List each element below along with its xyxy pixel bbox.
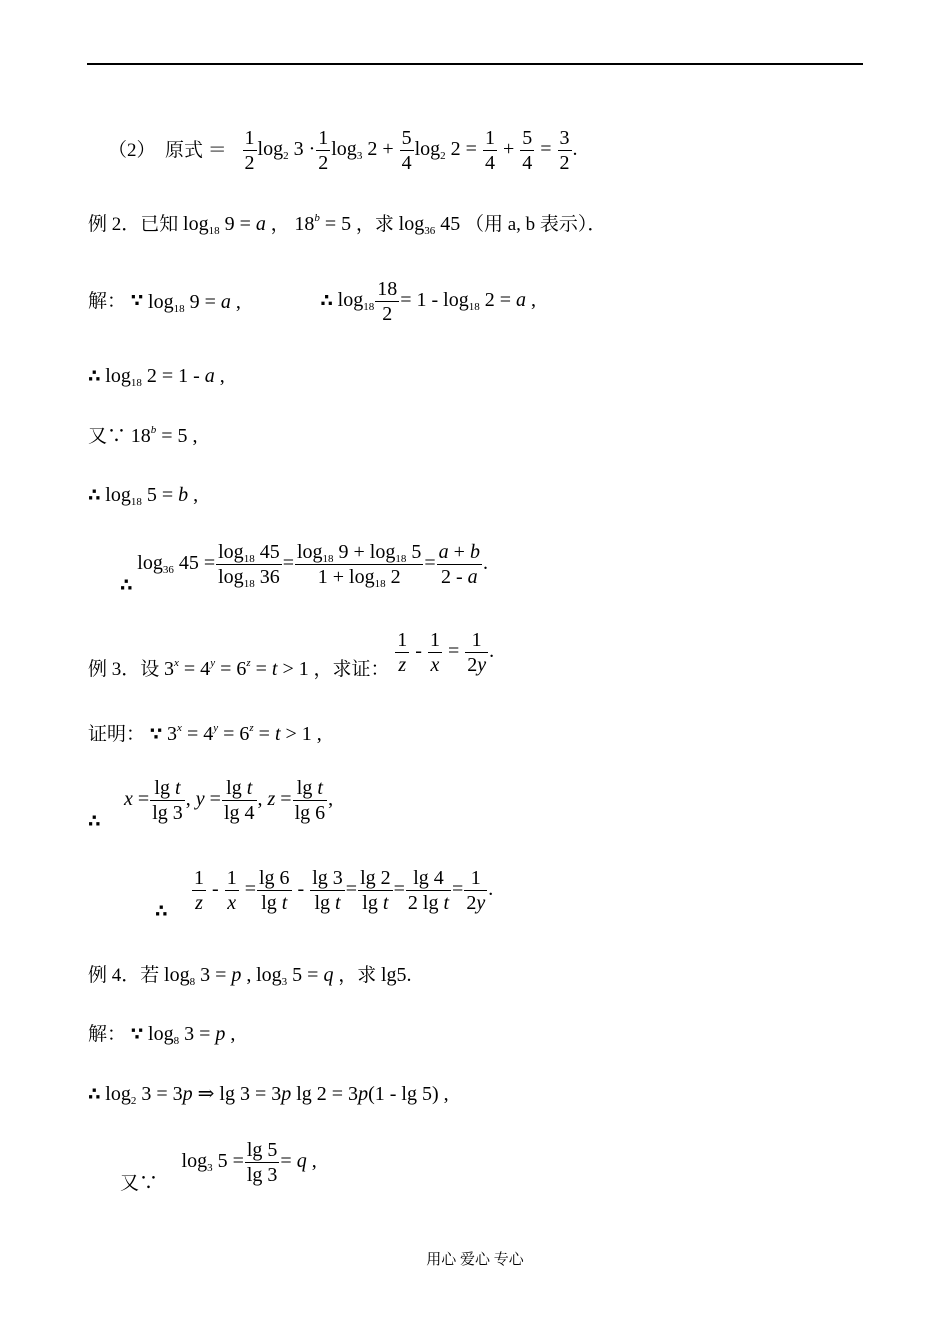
ex3-proof-final: ∴ $\frac{1}{z}$ - $\frac{1}{x}$ = $\frac{\lg 6}{\text{lg t}}$ - $\frac{\lg 3}{\text{lg t}}$ = $\frac{\lg 2}{\text{lg t}}$ = $\frac{\lg 4}{\text{2 lg t}}$ = $\frac{1}{2y}$ .: [155, 867, 494, 922]
therefore-symbol: ∴: [320, 290, 333, 312]
because-symbol: ∵: [149, 724, 163, 745]
ex2-condition-2: $18^b = 5$: [294, 212, 352, 235]
ex2-target: $\log_{36} 45$: [398, 213, 461, 237]
ex3-ask: ，求证：: [313, 658, 390, 680]
ex2-condition-1: $\log_{18} 9 = a$: [183, 213, 266, 237]
therefore-symbol: ∴: [88, 810, 101, 832]
ex3-proof-step2: ∴ x = $\frac{\text{lg t}}{\lg 3}$ , y = $\frac{\text{lg t}}{\lg 4}$ , z = $\frac{\text{lg t}}{\lg 6}$ ,: [88, 777, 334, 832]
ex4-target: lg5: [380, 964, 407, 986]
ex4-solution-step1: 解： ∵ $\log_8 3 = p$ ,: [88, 1023, 236, 1047]
again-because: 又∵: [120, 1172, 159, 1194]
line-part2-result: [108, 126, 578, 175]
therefore-symbol: ∴: [88, 485, 101, 506]
therefore-symbol: ∴: [88, 1084, 101, 1105]
therefore-symbol: ∴: [155, 900, 168, 922]
because-symbol: ∵: [130, 290, 144, 312]
because-symbol: ∵: [130, 1024, 144, 1045]
part2-expression: $\frac{1}{2}$ $\log_2 3$ · $\frac{1}{2}$ $\log_3 2$ + $\frac{5}{4}$ $\log_2 2$ = $\frac{1}{4}$ + $\frac{5}{4}$ = $\frac{3}{2}$ .: [244, 127, 578, 174]
therefore-symbol: ∴: [88, 366, 101, 387]
part2-label: （2） 原式 ＝: [108, 140, 227, 161]
ex2-solution-step4: ∴ $\log_{18} 5 = b$ ,: [88, 484, 199, 508]
header-rule: [87, 63, 863, 65]
example-2-statement: 例 2．已知 $\log_{18} 9 = a$ ， $18^b = 5$ ，求 $\log_{36} 45$ （用 a, b 表示）．: [88, 212, 607, 237]
solution-label: 解：: [88, 1024, 127, 1045]
ex4-ask: ，求: [338, 965, 377, 986]
page-footer: 用心 爱心 专心: [426, 1252, 524, 1268]
therefore-symbol: ∴: [120, 574, 133, 596]
example-4-intro: 例 4．若: [88, 965, 160, 986]
example-3-statement: 例 3．设 $3^x = 4^y = 6^z = t > 1$ ，求证： $\frac{1}{z}$ - $\frac{1}{x}$ = $\frac{1}{2y}$ .: [88, 629, 495, 680]
ex2-suffix: （用 a, b 表示）．: [464, 214, 607, 235]
example-2-intro: 例 2．已知: [88, 214, 179, 235]
example-4-statement: 例 4．若 $\log_8 3 = p$ , $\log_3 5 = q$ ，求 lg5.: [88, 964, 412, 988]
ex4-solution-step3: 又∵ $\log_3 5$ = $\frac{\lg 5}{\lg 3}$ = q ,: [120, 1139, 317, 1194]
ex2-solution-step1: 解： ∵ $\log_{18} 9 = a$ , ∴ $\log_{18}$ $\frac{18}{2}$ = $1 - \log_{18} 2 = a$ ,: [88, 278, 537, 325]
again-because: 又∵: [88, 426, 127, 447]
ex2-solution-step3: 又∵ $18^b = 5$ ,: [88, 424, 198, 447]
ex2-solution-step2: ∴ $\log_{18} 2 = 1 - a$ ,: [88, 365, 225, 389]
ex2-solution-final: ∴ $\log_{36} 45$ = $\frac{\log_{18} 45}{\log_{18} 36}$ = $\frac{\log_{18} 9 + \log_{18} 5}{1 + \log_{18} 2}$ = $\frac{a + b}{2 - a}$ .: [120, 541, 488, 596]
ex2-ask: ，求: [355, 214, 394, 235]
solution-label: 解：: [88, 291, 127, 312]
ex4-solution-step2: ∴ $\log_2 3 = 3p$ ⇒ lg 3 = 3p lg 2 = 3p(1 - lg 5) ,: [88, 1083, 449, 1107]
example-3-intro: 例 3．设: [88, 658, 160, 680]
ex3-proof-step1: 证明： ∵ $3^x = 4^y = 6^z = t > 1$ ,: [88, 722, 322, 745]
proof-label: 证明：: [88, 724, 146, 745]
